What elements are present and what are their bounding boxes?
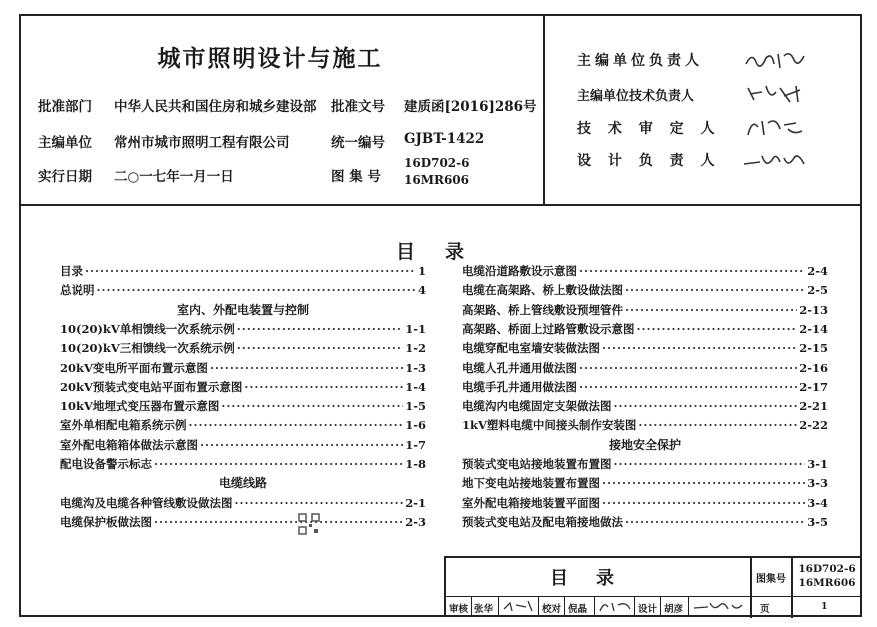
approval-doc-label: 批准文号 [331, 99, 385, 115]
toc-entry-title: 预装式变电站及配电箱接地做法 [462, 514, 623, 529]
toc-entry-title: 预装式变电站接地装置布置图 [462, 457, 612, 471]
toc-entry-title: 10(20)kV三相馈线一次系统示例 [60, 341, 235, 356]
toc-leader-dots [625, 515, 805, 529]
toc-entry-page: 2-15 [799, 341, 828, 356]
toc-entry [60, 513, 426, 531]
toc-entry [60, 436, 426, 454]
toc-title: 目录 [396, 241, 495, 263]
toc-entry-page: 2-3 [405, 514, 426, 529]
effective-label: 实行日期 [38, 169, 92, 185]
toc-leader-dots [210, 361, 403, 375]
approval-doc: 建质函[2016]286号 [404, 99, 537, 115]
title-block-atlas-label: 图集号 [756, 574, 786, 585]
toc-entry [462, 494, 828, 512]
toc-entry-title: 10kV地埋式变压器布置示意图 [60, 399, 220, 414]
toc-entry [60, 397, 426, 415]
toc-leader-dots [200, 438, 403, 452]
toc-entry [60, 339, 426, 357]
toc-leader-dots [638, 418, 797, 432]
toc-entry-title: 地下变电站接地装置布置图 [462, 476, 600, 491]
title-block-title: 目录 [550, 568, 642, 589]
title-block-divider [538, 597, 539, 617]
design-name: 胡彦 [664, 604, 684, 615]
signature-image [740, 48, 810, 72]
toc-leader-dots [579, 380, 797, 394]
title-block-sign-row [446, 597, 860, 617]
signature-image [740, 115, 810, 139]
toc-entry-title: 电缆沿道路敷设示意图 [462, 264, 577, 278]
toc-entry-title: 室外配电箱接地装置平面图 [462, 495, 600, 510]
title-block [444, 556, 860, 616]
toc-entry-page: 3-3 [807, 476, 828, 491]
toc-leader-dots [602, 496, 805, 510]
toc-entry [60, 359, 426, 377]
toc-entry [462, 397, 828, 415]
title-block-divider [564, 597, 565, 617]
toc-entry-page: 3-5 [807, 514, 828, 529]
toc-entry-page: 2-5 [807, 283, 828, 298]
toc-entry-title: 电缆在高架路、桥上敷设做法图 [462, 283, 623, 298]
toc-entry-title: 电缆穿配电室墙安装做法图 [462, 341, 600, 356]
toc-entry [462, 301, 828, 319]
toc-entry [60, 455, 426, 473]
design-label: 设计 [638, 604, 658, 615]
header-vertical-divider [543, 14, 545, 205]
toc-entry-page: 2-22 [799, 418, 828, 433]
toc-leader-dots [637, 322, 798, 336]
toc-entry-page: 2-14 [799, 321, 828, 336]
title-block-divider [660, 597, 661, 617]
toc-entry [462, 474, 828, 492]
approval-dept-label: 批准部门 [38, 99, 92, 115]
check-name: 倪晶 [568, 604, 588, 615]
atlas-no-label: 图 集 号 [331, 169, 381, 185]
toc-leader-dots [85, 264, 416, 278]
toc-entry-title: 总说明 [60, 283, 95, 298]
toc-leader-dots [614, 399, 798, 413]
toc-leader-dots [97, 283, 416, 297]
signature-image [502, 599, 536, 613]
atlas-no-1: 16D702-6 [404, 156, 470, 170]
toc-entry-title: 室外配电箱箱体做法示意图 [60, 437, 198, 452]
unified-no-label: 统一编号 [331, 135, 385, 151]
toc-entry-title: 20kV预装式变电站平面布置示意图 [60, 379, 243, 394]
qr-code-image [298, 513, 320, 535]
approval-dept: 中华人民共和国住房和城乡建设部 [114, 99, 317, 115]
toc-leader-dots [579, 264, 805, 278]
title-block-divider [471, 597, 472, 617]
resp-role: 主编单位负责人 [577, 53, 703, 69]
review-name: 张华 [474, 604, 494, 615]
toc-entry [60, 416, 426, 434]
toc-leader-dots [244, 380, 403, 394]
toc-entry-page: 2-16 [799, 360, 828, 375]
toc-leader-dots [237, 341, 403, 355]
toc-entry-title: 配电设备警示标志 [60, 457, 152, 471]
toc-section-heading: 接地安全保护 [608, 437, 681, 452]
toc-leader-dots [625, 283, 805, 297]
toc-leader-dots [237, 322, 403, 336]
editor: 常州市城市照明工程有限公司 [114, 135, 290, 151]
toc-entry-title: 高架路、桥面上过路管敷设示意图 [462, 321, 635, 336]
toc-entry-title: 高架路、桥上管线敷设预埋管件 [462, 302, 623, 317]
toc-entry [462, 320, 828, 338]
toc-entry-title: 室外单相配电箱系统示例 [60, 418, 187, 433]
title-block-divider [594, 597, 595, 617]
toc-leader-dots [221, 399, 403, 413]
signature-image [740, 148, 810, 172]
toc-entry-page: 1-7 [405, 437, 426, 452]
toc-entry [462, 378, 828, 396]
toc-entry-page: 2-1 [405, 495, 426, 510]
toc-leader-dots [602, 476, 805, 490]
toc-entry-title: 20kV变电所平面布置示意图 [60, 360, 208, 375]
toc-entry-title: 目录 [60, 264, 83, 278]
page-number: 1 [821, 601, 828, 612]
toc-entry-page: 2-13 [799, 302, 828, 317]
toc-entry-page: 3-4 [807, 495, 828, 510]
toc-entry-page: 1-2 [405, 341, 426, 356]
effective-date: 二○一七年一月一日 [114, 169, 234, 185]
title-block-atlas-no [794, 562, 860, 590]
toc-entry-page: 2-17 [799, 379, 828, 394]
resp-role: 技 术 审 定 人 [577, 121, 721, 137]
toc-entry-page: 1 [417, 264, 426, 278]
toc-leader-dots [625, 303, 797, 317]
toc-entry-title: 电缆沟内电缆固定支架做法图 [462, 399, 612, 414]
title-block-atlas-1: 16D702-6 [798, 563, 856, 575]
toc-leader-dots [602, 341, 797, 355]
toc-entry [462, 416, 828, 434]
toc-entry [60, 281, 426, 299]
toc-entry-page: 2-4 [807, 264, 828, 278]
signature-image [598, 599, 634, 613]
toc-entry-title: 10(20)kV单相馈线一次系统示例 [60, 321, 235, 336]
signature-image [740, 82, 810, 106]
toc-section-heading: 电缆线路 [218, 476, 267, 491]
toc-entry-page: 1-3 [405, 360, 426, 375]
toc-entry-title: 1kV塑料电缆中间接头制作安装图 [462, 418, 637, 433]
toc-leader-dots [189, 418, 404, 432]
page-label: 页 [760, 604, 770, 615]
review-label: 审核 [449, 604, 469, 615]
atlas-no-2: 16MR606 [404, 173, 470, 187]
toc-entry-title: 电缆保护板做法图 [60, 514, 152, 529]
unified-no: GJBT-1422 [404, 131, 485, 147]
toc-leader-dots [614, 457, 806, 471]
toc-entry [462, 359, 828, 377]
toc-entry-page: 3-1 [807, 457, 828, 471]
toc-entry-page: 2-21 [799, 399, 828, 414]
title-block-atlas-2: 16MR606 [798, 577, 856, 589]
toc-entry [60, 320, 426, 338]
toc-entry-title: 电缆手孔井通用做法图 [462, 379, 577, 394]
toc-entry [462, 455, 828, 473]
toc-section-heading: 室内、外配电装置与控制 [176, 302, 309, 317]
resp-role: 主编单位技术负责人 [577, 89, 695, 104]
toc-entry-page: 1-1 [405, 321, 426, 336]
editor-label: 主编单位 [38, 135, 92, 151]
toc-entry [462, 513, 828, 531]
header-divider [19, 204, 862, 206]
toc-leader-dots [154, 457, 403, 471]
toc-leader-dots [235, 496, 404, 510]
toc-entry-page: 1-8 [405, 457, 426, 471]
title-block-divider [688, 597, 689, 617]
toc-leader-dots [154, 515, 403, 529]
toc-leader-dots [579, 361, 797, 375]
toc-entry-page: 1-5 [405, 399, 426, 414]
toc-entry-title: 电缆沟及电缆各种管线敷设做法图 [60, 495, 233, 510]
toc-entry [462, 281, 828, 299]
toc-entry [60, 378, 426, 396]
title-block-divider [498, 597, 499, 617]
toc-entry-title: 电缆人孔井通用做法图 [462, 360, 577, 375]
toc-entry [462, 262, 828, 280]
title-block-divider [634, 597, 635, 617]
check-label: 校对 [542, 604, 562, 615]
toc-entry-page: 1-6 [405, 418, 426, 433]
toc-entry [60, 262, 426, 280]
toc-entry [462, 339, 828, 357]
resp-role: 设 计 负 责 人 [577, 153, 721, 169]
signature-image [692, 599, 744, 613]
atlas-title: 城市照明设计与施工 [157, 45, 383, 72]
toc-entry-page: 4 [417, 283, 426, 298]
toc-entry [60, 494, 426, 512]
toc-entry-page: 1-4 [405, 379, 426, 394]
